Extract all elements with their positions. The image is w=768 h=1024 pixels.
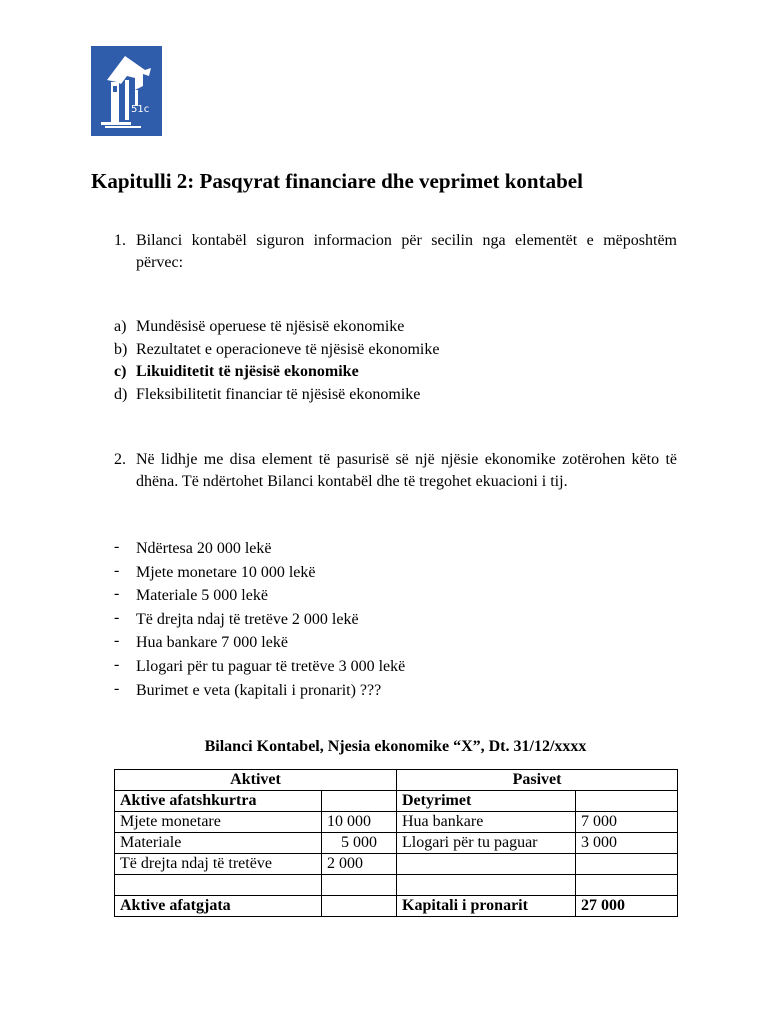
asset-name-cell: Aktive afatshkurtra bbox=[115, 791, 322, 812]
table-header-row bbox=[115, 770, 678, 791]
asset-value-cell: 2 000 bbox=[322, 854, 397, 875]
table-title: Bilanci Kontabel, Njesia ekonomike “X”, Dt. 31/12/xxxx bbox=[204, 738, 587, 755]
question-1 bbox=[114, 230, 677, 274]
option-label: d) bbox=[114, 385, 128, 403]
table-row bbox=[115, 896, 678, 917]
list-item-text: Ndërtesa 20 000 lekë bbox=[136, 540, 272, 557]
list-item: - Burimet e veta (kapitali i pronarit) ??? bbox=[114, 679, 674, 703]
asset-name-cell: Aktive afatgjata bbox=[115, 896, 322, 917]
question-text: Bilanci kontabël siguron informacion për secilin nga elementët e mëposhtëm përvec: bbox=[136, 232, 677, 271]
option-text: Likuiditetit të njësisë ekonomike bbox=[136, 363, 359, 380]
liability-value-cell: 7 000 bbox=[576, 812, 678, 833]
balance-sheet-table bbox=[114, 769, 678, 917]
option-label: c) bbox=[114, 363, 127, 380]
table-row bbox=[115, 875, 678, 896]
liability-value-cell bbox=[576, 875, 678, 896]
table-row bbox=[115, 854, 678, 875]
list-item: - Mjete monetare 10 000 lekë bbox=[114, 561, 674, 585]
option-text: Fleksibilitetit financiar të njësisë ekonomike bbox=[136, 385, 421, 403]
question-2 bbox=[114, 449, 677, 493]
liability-name-cell: Llogari për tu paguar bbox=[397, 833, 576, 854]
option-label: b) bbox=[114, 340, 128, 358]
question-text: Në lidhje me disa element të pasurisë së një njësie ekonomike zotërohen këto të dhëna. Të ndërtohet Bilanci kontabël dhe të tregohet ekuacioni i tij. bbox=[136, 451, 677, 490]
liability-name-cell bbox=[397, 854, 576, 875]
list-item: - Llogari për tu paguar të tretëve 3 000 lekë bbox=[114, 655, 674, 679]
answer-options bbox=[114, 316, 674, 406]
option-d bbox=[114, 384, 674, 407]
option-c bbox=[114, 361, 674, 384]
liability-value-cell: 3 000 bbox=[576, 833, 678, 854]
table-row bbox=[115, 833, 678, 854]
liabilities-header: Pasivet bbox=[397, 770, 678, 791]
liability-value-cell bbox=[576, 791, 678, 812]
assets-header: Aktivet bbox=[115, 770, 397, 791]
table-row bbox=[115, 812, 678, 833]
list-item-text: Burimet e veta (kapitali i pronarit) ??? bbox=[136, 681, 382, 699]
list-item-text: Materiale 5 000 lekë bbox=[136, 587, 268, 605]
asset-name-cell: Materiale bbox=[115, 833, 322, 854]
asset-name-cell bbox=[115, 875, 322, 896]
option-b bbox=[114, 339, 674, 362]
list-item-text: Mjete monetare 10 000 lekë bbox=[136, 563, 316, 581]
liability-name-cell: Hua bankare bbox=[397, 812, 576, 833]
asset-value-cell bbox=[322, 791, 397, 812]
university-logo bbox=[91, 46, 162, 136]
liability-name-cell bbox=[397, 875, 576, 896]
list-item: - Materiale 5 000 lekë bbox=[114, 584, 674, 608]
option-label: a) bbox=[114, 318, 127, 335]
liability-name-cell: Kapitali i pronarit bbox=[397, 896, 576, 917]
list-item: - Të drejta ndaj të tretëve 2 000 lekë bbox=[114, 608, 674, 632]
asset-name-cell: Mjete monetare bbox=[115, 812, 322, 833]
list-item-text: Hua bankare 7 000 lekë bbox=[136, 634, 288, 652]
list-item: - Hua bankare 7 000 lekë bbox=[114, 631, 674, 655]
list-item: - Ndërtesa 20 000 lekë bbox=[114, 537, 674, 561]
option-text: Rezultatet e operacioneve të njësisë ekonomike bbox=[136, 340, 440, 358]
option-a bbox=[114, 316, 674, 339]
logo-house-icon bbox=[91, 46, 162, 136]
asset-value-cell bbox=[322, 896, 397, 917]
asset-name-cell: Të drejta ndaj të tretëve bbox=[115, 854, 322, 875]
question-number: 1. bbox=[114, 232, 126, 249]
asset-value-cell: 5 000 bbox=[322, 833, 397, 854]
liability-value-cell bbox=[576, 854, 678, 875]
asset-value-cell: 10 000 bbox=[322, 812, 397, 833]
svg-text:51c: 51c bbox=[131, 104, 150, 115]
liability-name-cell: Detyrimet bbox=[397, 791, 576, 812]
asset-value-cell bbox=[322, 875, 397, 896]
page-title: Kapitulli 2: Pasqyrat financiare dhe veprimet kontabel bbox=[91, 169, 583, 193]
data-list bbox=[114, 537, 674, 702]
question-number: 2. bbox=[114, 451, 126, 468]
table-row bbox=[115, 791, 678, 812]
option-text: Mundësisë operuese të njësisë ekonomike bbox=[136, 318, 405, 335]
list-item-text: Llogari për tu paguar të tretëve 3 000 lekë bbox=[136, 657, 406, 675]
list-item-text: Të drejta ndaj të tretëve 2 000 lekë bbox=[136, 610, 359, 628]
liability-value-cell: 27 000 bbox=[576, 896, 678, 917]
